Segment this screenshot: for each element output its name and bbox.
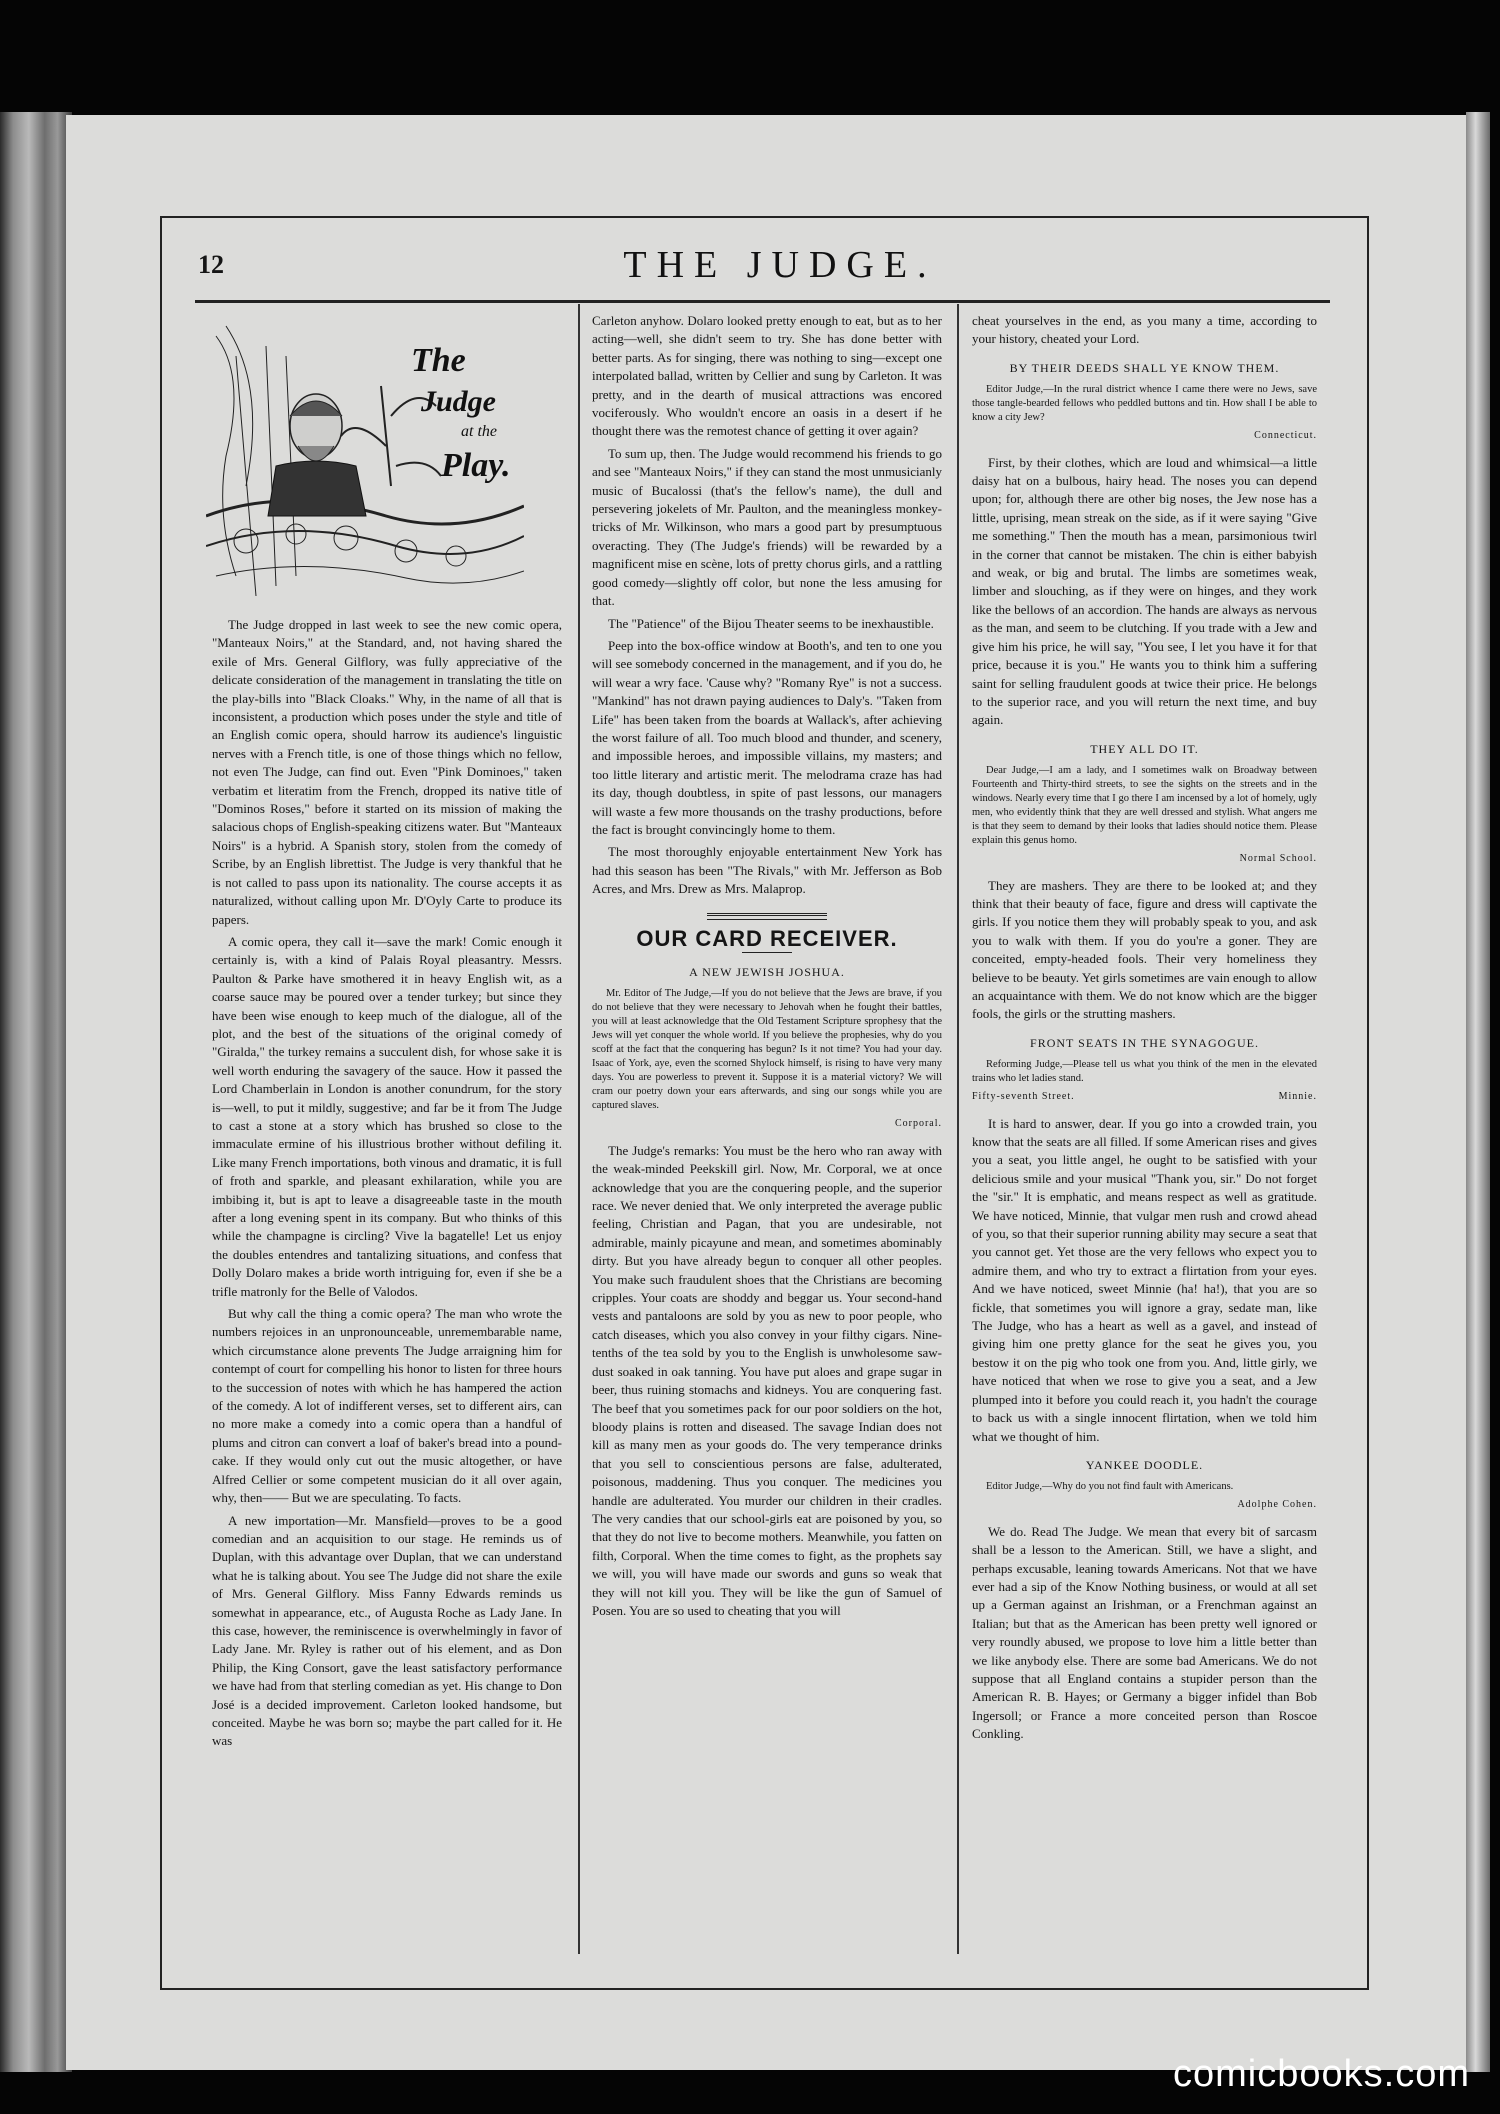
- review-paragraph: The most thoroughly enjoyable entertainment New York has had this season has been "The Rivals," with Mr. Jefferson as Bob Acres, and Mrs. Drew as Mrs. Malaprop.: [592, 844, 942, 897]
- review-paragraph: A comic opera, they call it—save the mark! Comic enough it certainly is, with a kind of Palais Royal pleasantry. Messrs. Paulton & Parke have smothered it in heavy English wit, as a coarse sauce may be poured over a tender turkey; but since they have been wise enough to keep much of the dialogue, all of the plot, and the best of the situations of the original comedy of "Giralda," the turkey remains a succulent dish, for whose sake it is well worth enduring the savagery of the sauce. How it passed the Lord Chamberlain in London is another conundrum, for the story is—well, to put it mildly, suggestive; and far be it from The Judge to cast a stone at a story which has brushed so close to the immaculate ermine of his illustrious brother without defiling it. Like many French importations, both vinous and dramatic, it is full of froth and sparkle, and pleasant exhilaration, while you are imbibing it, but is apt to leave a disagreeable taste in the mouth after a long evening spent in its company. But who thinks of this while the champagne is circling? Vive la bagatelle! Let us enjoy the doubles entendres and tantalizing situations, and confess that Dolly Dolaro makes a bride worth intriguing for, even if she be a trifle matronly for the Belle of Valodos.: [212, 933, 562, 1299]
- letter-signature-location: Fifty-seventh Street.: [972, 1091, 1075, 1103]
- review-paragraph: But why call the thing a comic opera? The man who wrote the numbers rejoices in an unpronounceable, unremembarable name, which circumstance alone prevents The Judge arraigning him for contempt of court for compelling his honor to listen for three hours to the succession of notes with which he has hampered the action of the comedy. A lot of indifferent verses, set to different airs, can no more make a comedy into a comic opera than a handful of plums and citron can convert a loaf of baker's bread into a pound-cake. If they would only cut out the music altogether, or have Alfred Cellier or some competent musician do it all over again, why, then—— But we are speculating. To facts.: [212, 1306, 562, 1506]
- illustration-title-judge: Judge: [421, 385, 496, 418]
- letter-signature: Connecticut.: [1254, 430, 1317, 442]
- column-rule-2: [957, 304, 959, 1954]
- page-number: 12: [198, 250, 224, 279]
- letter-text: Reforming Judge,—Please tell us what you think of the men in the elevated trains who let ladies stand.: [972, 1059, 1317, 1085]
- review-paragraph: The Judge dropped in last week to see the new comic opera, "Manteaux Noirs," at the Standard, and, not having shared the exile of Mrs. General Gilflory, was fully appreciative of the delicate consideration of the management in translating the title on the play-bills into "Black Cloaks." Why, in the name of all that is inconsistent, a production which poses under the style and title of an English comic opera, should harrow its audience's linguistic nerves with a French title, is one of those things which no fellow, not even The Judge, can find out. Even "Pink Dominoes," taken verbatim et literatim from the French, dropped its native title of "Dominos Roses," before it started on its mission of making the salacious chops of English-speaking citizens water. But "Manteaux Noirs" is a hybrid. A Spanish story, stolen from the comedy of Scribe, by an English librettist. The Judge is very thankful that he is not called to pass upon its nationality. The course accepts it as naturalized, without calling upon Mr. D'Oyly Carte to produce its papers.: [212, 617, 562, 927]
- judge-at-the-play-illustration: [206, 316, 524, 606]
- letter-signature: Normal School.: [1239, 853, 1317, 865]
- book-binding: [0, 112, 72, 2072]
- reply-paragraph: First, by their clothes, which are loud and whimsical—a little daisy hat on a bulbous, hairy head. The noses you can depend upon; for, although there are other big noses, the Jew nose has a little, uprising, mean streak on the side, as if it were saying "Give me something." Then the mouth has a mean, parsimonious twirl in the corner that cannot be mistaken. The chin is either babyish and weak, or big and brutal. The limbs are sometimes weak, limber and slouching, as if they were on hinges, and they work like the bellows of an accordion. The hands are always as nervous as the man, and seem to be clutching. If you trade with a Jew and give him his price, he will say, "You see, I let you have it for that price, because it is you." He wants you to think him a suffering saint for selling fraudulent goods at twice their price. He belongs to the superior race, and you will return the next time, and buy again.: [972, 454, 1317, 728]
- reply-paragraph: They are mashers. They are there to be looked at; and they think that their beauty of face, figure and dress will captivate the girls. If you notice them they will probably speak to you, and ask you to walk with them. If you do you're a goner. They are conceited, empty-headed fools. Their very homeliness they believe to be beauty. Yet girls sometimes are vain enough to allow an acquaintance with them. We do not know which are the bigger fools, the girls or the strutting mashers.: [972, 877, 1317, 1022]
- page-edge: [1466, 112, 1490, 2072]
- masthead-rule: [195, 300, 1330, 303]
- letter-text: Editor Judge,—In the rural district whence I came there were no Jews, save those tangle-bearded fellows who peddled buttons and tin. How shall I be able to know a city Jew?: [972, 384, 1317, 424]
- illustration-title-at: at the: [461, 423, 497, 440]
- masthead-title: THE JUDGE.: [623, 244, 937, 286]
- illustration-title-play: Play.: [441, 447, 511, 484]
- column-1: [212, 312, 562, 1755]
- illustration-title-the: The: [411, 342, 466, 379]
- reply-paragraph: We do. Read The Judge. We mean that every bit of sarcasm shall be a lesson to the American. Still, we have a slight, and perhaps excusable, leaning towards Americans. Not that we have ever had a sip of the Know Nothing business, or would at all set up a German against an Irishman, or a Frenchman against an Italian; but that as the American has been pretty well ignored or very roundly abused, we propose to love him a little better than we like anybody else. There are some bad Americans. We do not suppose that all England contains a stupider person than the American R. B. Hayes; or Germany a bigger infidel than Bob Ingersoll; or France a more conceited person than Roscoe Conkling.: [972, 1523, 1317, 1742]
- section-divider: [707, 913, 827, 920]
- review-paragraph: The "Patience" of the Bijou Theater seems to be inexhaustible.: [608, 615, 934, 631]
- reply-paragraph: cheat yourselves in the end, as you many a time, according to your history, cheated your Lord.: [972, 313, 1317, 347]
- letter-text: Editor Judge,—Why do you not find fault with Americans.: [986, 1481, 1234, 1493]
- letter-heading: BY THEIR DEEDS SHALL YE KNOW THEM.: [1009, 360, 1280, 375]
- letter-signature: Minnie.: [1278, 1091, 1317, 1103]
- title-rule: [742, 952, 792, 953]
- letter-signature-row: [972, 1088, 1317, 1106]
- letter-text: Dear Judge,—I am a lady, and I sometimes walk on Broadway between Fourteenth and Thirty-third streets, to see the sights on the streets and in the windows. Nearly every time that I go there I am incensed by a lot of homely, ugly men, who evidently think that they are well dressed and stylish. What angers me is that they seem to demand by their looks that ladies should notice them. Please explain this genus homo.: [972, 765, 1317, 847]
- column-3: [972, 312, 1317, 1748]
- column-rule-1: [578, 304, 580, 1954]
- letter-heading: A NEW JEWISH JOSHUA.: [689, 965, 845, 979]
- review-paragraph: To sum up, then. The Judge would recommend his friends to go and see "Manteaux Noirs," if they can stand the most unmusicianly music of Bucalossi (that's the fellow's name), the dull and persevering jokelets of Mr. Paulton, and the meaningless monkey-tricks of Mr. Wilkinson, who mars a good part by presumptuous overacting. They (The Judge's friends) will be rewarded by a magnificent mise en scène, lots of pretty chorus girls, and a rattling good comedy—slightly off color, but none the less amusing for that.: [592, 445, 942, 609]
- reply-paragraph: The Judge's remarks: You must be the hero who ran away with the weak-minded Peekskill girl. Now, Mr. Corporal, we at once acknowledge that you are the conquering people, and the superior race. We never denied that. We only interpreted the average public feeling, Christian and Pagan, that you are undesirable, not admirable, mainly picayune and mean, and sometimes abominably dirty. But you have already begun to conquer all other peoples. You make such fraudulent shoes that the Christians are becoming cripples. Your coats are shoddy and beggar us. Your second-hand vests and pantaloons are sold by you as new to poor people, who catch diseases, which you also convey in your filthy cigars. Nine-tenths of the tea sold by you to the English is unwholesome saw-dust soaked in oak tanning. You have put aloes and grape sugar in beer, thus ruining stomachs and kidneys. You are conquering fast. The beef that you sometimes pack for our poor soldiers on the hot, bloody plains is rotten and diseased. The savage Indian does not kill as many men as your goods do. The very temperance drinks that you sell to conscientious persons are false, adulterated, poisonous, maddening. Thus you conquer. The medicines you handle are adulterated. You murder our children in their cradles. The very candies that our school-girls eat are poisoned by you, so that they do not live to become mothers. Meanwhile, you fatten on filth, Corporal. When the time comes to fight, as the prophets say we will, you will have made our swords and guns so weak that they will not kill you. They will be like the gun of Samuel of Posen. You are so used to cheating that you will: [592, 1142, 942, 1618]
- site-watermark: comicbooks.com: [1173, 2053, 1470, 2095]
- letter-heading: YANKEE DOODLE.: [1085, 1457, 1204, 1472]
- letter-heading: THEY ALL DO IT.: [1090, 741, 1199, 756]
- review-paragraph: Peep into the box-office window at Booth's, and ten to one you will see somebody concerned in the management, and if you do, he will wear a wry face. 'Cause why? "Romany Rye" is not a success. "Mankind" has not drawn paying audiences to Daly's. "Taken from Life" has been taken from the boards at Wallack's, after achieving the worst failure of all. Too much blood and thunder, and scenery, and impossible heroes, and impossible villains, my masters; and too little literary and artistic merit. The melodrama craze has had its day, though doubtless, in spite of past lessons, our managers will waste a few more thousands on the trashy productions, before the fact is brought convincingly home to them.: [592, 637, 942, 837]
- letter-signature: Corporal.: [894, 1118, 942, 1130]
- letter-signature: Adolphe Cohen.: [1237, 1499, 1317, 1511]
- letter-text: Mr. Editor of The Judge,—If you do not believe that the Jews are brave, if you do not believe that they were necessary to Jehovah when he fought their battles, you will at least acknowledge that the Old Testament Scripture sprophesy that the Jews will yet conquer the whole world. If you believe the prophesies, why do you scoff at the fact that the conquering has begun? Is it not time? You had your day. Isaac of York, aye, even the scorned Shylock himself, is rising to have very many days. You are powerless to prevent it. Suppose it is a material victory? We will cram our poetry down your ears afterwards, and sing our songs while you are captured slaves.: [592, 988, 942, 1112]
- review-paragraph: Carleton anyhow. Dolaro looked pretty enough to eat, but as to her acting—well, she didn't seem to try. She has done better with better parts. As for singing, there was nothing to sing—except one interpolated ballad, written by Cellier and sung by Carleton. It was pretty, and in the dearth of musical attractions was encored vociferously. Who wouldn't encore an oasis in a desert if he thought there was the remotest chance of getting it over again?: [592, 313, 942, 439]
- reply-paragraph: It is hard to answer, dear. If you go into a crowded train, you know that the seats are all filled. If some American rises and gives you a seat, you little angel, he ought to be satisfied with your delicious smile and your musical "Thank you, sir." Do not forget the "sir." It is emphatic, and means respect as well as gratitude. We have noticed, Minnie, that vulgar men rush and crowd ahead of you, so that their superior running ability may secure a seat that you cannot get. Yet those are the very fellows who expect you to admire them, and who try to extract a flirtation from your eyes. And we have noticed, sweet Minnie (ha! ha!), that you are so fickle, that sometimes you will ignore a gray, sedate man, like The Judge, who has a heart as well as a gavel, and instead of giving him one pretty glance for the seat he gives you, you bestow it on the pig who took one from you. And, little girly, we have noticed that when we rose to give you a seat, and a Jew plumped into it before you could reach it, you hadn't the courage to back us with a single innocent flirtation, when we told him what we thought of him.: [972, 1115, 1317, 1444]
- review-paragraph: A new importation—Mr. Mansfield—proves to be a good comedian and an acquisition to our stage. He reminds us of Duplan, with this advantage over Duplan, that we can understand what he is talking about. You see The Judge did not share the exile of Mrs. General Gilflory. Miss Fanny Edwards reminds us somewhat in appearance, etc., of Augusta Roche as Lady Jane. In this case, however, the reminiscence is overwhelmingly in favor of Lady Jane. Mr. Ryley is rather out of his element, and as Don Philip, the King Consort, gave the least satisfactory performance we have had from that sterling comedian as yet. His change to Don José is a decided improvement. Carleton looked handsome, but conceited. Maybe he was born so; maybe the part called for it. He was: [212, 1512, 562, 1749]
- section-title: OUR CARD RECEIVER.: [636, 925, 898, 951]
- letter-heading: FRONT SEATS IN THE SYNAGOGUE.: [1030, 1035, 1259, 1050]
- column-2: [592, 312, 942, 1624]
